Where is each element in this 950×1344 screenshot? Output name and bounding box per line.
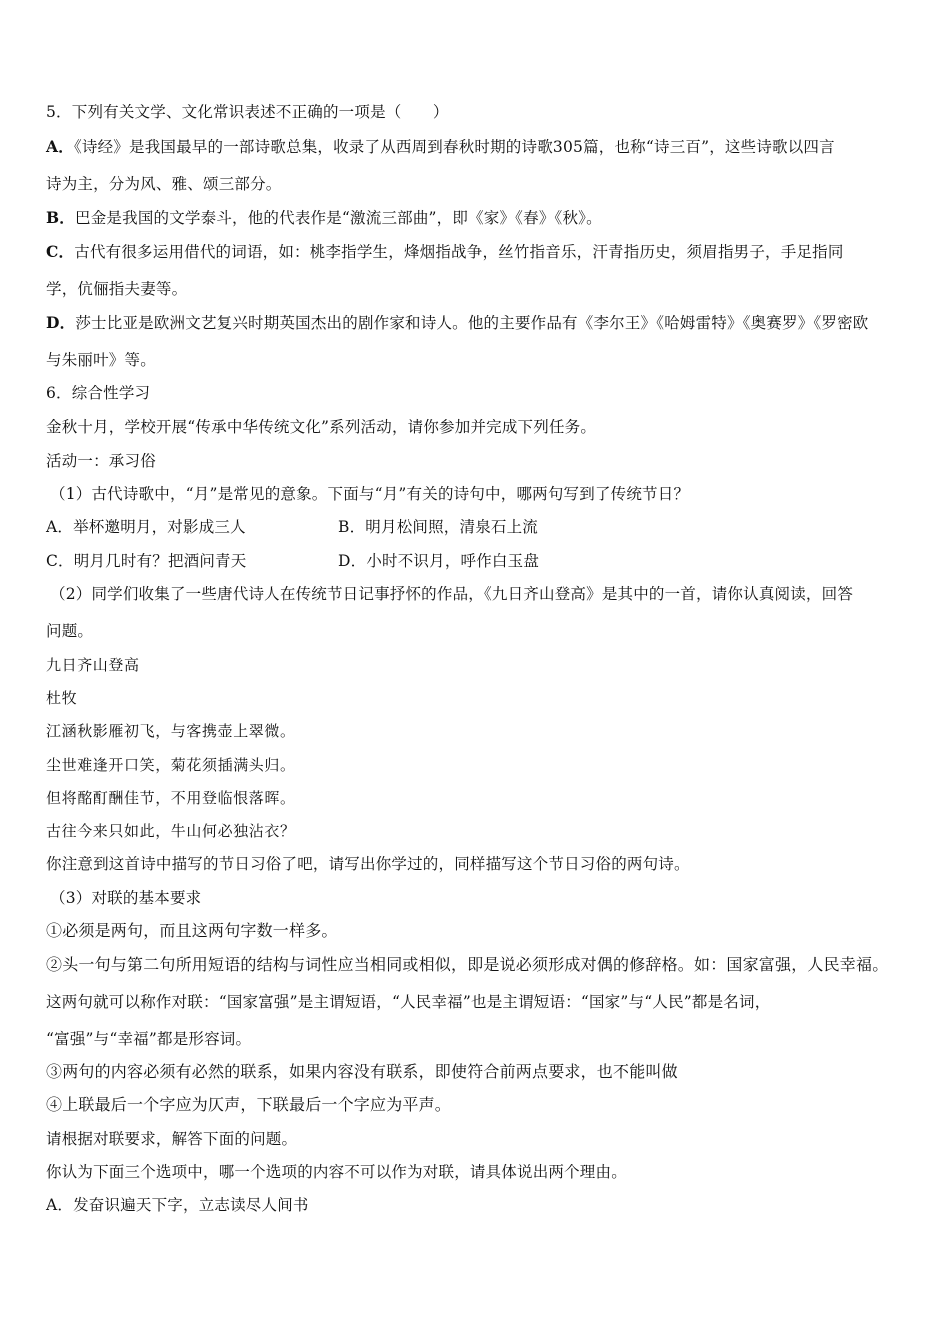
q6-sub2-line1: （2）同学们收集了一些唐代诗人在传统节日记事抒怀的作品，《九日齐山登高》是其中的一首，请你认真阅读，回答 xyxy=(50,585,854,603)
q6-activity1: 活动一：承习俗 xyxy=(46,452,156,470)
q6-sub1-option-a: A．举杯邀明月，对影成三人 xyxy=(46,518,246,536)
couplet-rule-4: ④上联最后一个字应为仄声，下联最后一个字应为平声。 xyxy=(46,1095,452,1114)
q5-option-c-text: 古代有很多运用借代的词语，如：桃李指学生，烽烟指战争，丝竹指音乐，汗青指历史，须眉指男子，手足指同 xyxy=(74,243,844,261)
q5-option-d-text: 莎士比亚是欧洲文艺复兴时期英国杰出的剧作家和诗人。他的主要作品有《李尔王》《哈姆雷特》《奥赛罗》《罗密欧 xyxy=(75,314,869,332)
poem-line-4: 古往今来只如此，牛山何必独沾衣？ xyxy=(46,822,296,840)
q5-stem: 5．下列有关文学、文化常识表述不正确的一项是（ ） xyxy=(46,103,449,121)
q5-option-d-label: D． xyxy=(46,313,76,332)
q5-option-d-line1 xyxy=(46,313,869,333)
q5-option-b-text: 巴金是我国的文学泰斗，他的代表作是“激流三部曲”，即《家》《春》《秋》。 xyxy=(75,209,602,227)
q6-sub2-question: 你注意到这首诗中描写的节日习俗了吧，请写出你学过的，同样描写这个节日习俗的两句诗。 xyxy=(46,855,690,873)
q6-sub1-option-b: B．明月松间照，清泉石上流 xyxy=(338,518,538,536)
couplet-rule-2-line3: “富强”与“幸福”都是形容词。 xyxy=(46,1030,252,1048)
couplet-rule-3: ③两句的内容必须有必然的联系，如果内容没有联系，即使符合前两点要求，也不能叫做 xyxy=(46,1062,678,1081)
q5-option-d-line2: 与朱丽叶》等。 xyxy=(46,351,156,369)
q5-option-a-line1 xyxy=(46,137,835,157)
poem-title: 九日齐山登高 xyxy=(46,656,140,674)
couplet-rule-2-line1: ②头一句与第二句所用短语的结构与词性应当相同或相似，即是说必须形成对偶的修辞格。如：国家富强，人民幸福。 xyxy=(46,955,889,974)
q6-sub1-option-c: C．明月几时有？把酒问青天 xyxy=(46,552,247,570)
q5-option-c-line1 xyxy=(46,242,844,262)
q6-intro: 金秋十月，学校开展“传承中华传统文化”系列活动，请你参加并完成下列任务。 xyxy=(46,418,597,436)
q6-title: 6．综合性学习 xyxy=(46,384,151,402)
couplet-rule-1: ①必须是两句，而且这两句字数一样多。 xyxy=(46,921,338,940)
q6-sub2-line2: 问题。 xyxy=(46,622,94,640)
q5-option-a-line2: 诗为主，分为风、雅、颂三部分。 xyxy=(46,175,282,193)
q6-sub3-question: 你认为下面三个选项中，哪一个选项的内容不可以作为对联，请具体说出两个理由。 xyxy=(46,1163,627,1181)
q5-option-a-label: A． xyxy=(46,137,74,156)
q6-sub1-option-d: D．小时不识月，呼作白玉盘 xyxy=(338,552,540,570)
q6-sub3-option-a: A．发奋识遍天下字，立志读尽人间书 xyxy=(46,1196,309,1214)
poem-line-3: 但将酩酊酬佳节，不用登临恨落晖。 xyxy=(46,789,296,807)
q6-sub1-question: （1）古代诗歌中，“月”是常见的意象。下面与“月”有关的诗句中，哪两句写到了传统节日？ xyxy=(50,485,690,503)
q6-sub3-instruction: 请根据对联要求，解答下面的问题。 xyxy=(46,1130,298,1148)
q5-option-b xyxy=(46,208,602,228)
q5-option-b-label: B． xyxy=(46,208,76,227)
poem-line-2: 尘世难逢开口笑，菊花须插满头归。 xyxy=(46,756,296,774)
poem-author: 杜牧 xyxy=(46,689,78,707)
q5-option-c-line2: 学，伉俪指夫妻等。 xyxy=(46,280,188,298)
poem-line-1: 江涵秋影雁初飞，与客携壶上翠微。 xyxy=(46,722,296,740)
q5-option-c-label: C． xyxy=(46,242,75,261)
couplet-rule-2-line2: 这两句就可以称作对联：“国家富强”是主谓短语，“人民幸福”也是主谓短语：“国家”与“人民”都是名词， xyxy=(46,993,771,1011)
q6-sub3-title: （3）对联的基本要求 xyxy=(50,889,202,907)
q5-option-a-text: 《诗经》是我国最早的一部诗歌总集，收录了从西周到春秋时期的诗歌305篇，也称“诗三百”，这些诗歌以四言 xyxy=(73,138,835,156)
